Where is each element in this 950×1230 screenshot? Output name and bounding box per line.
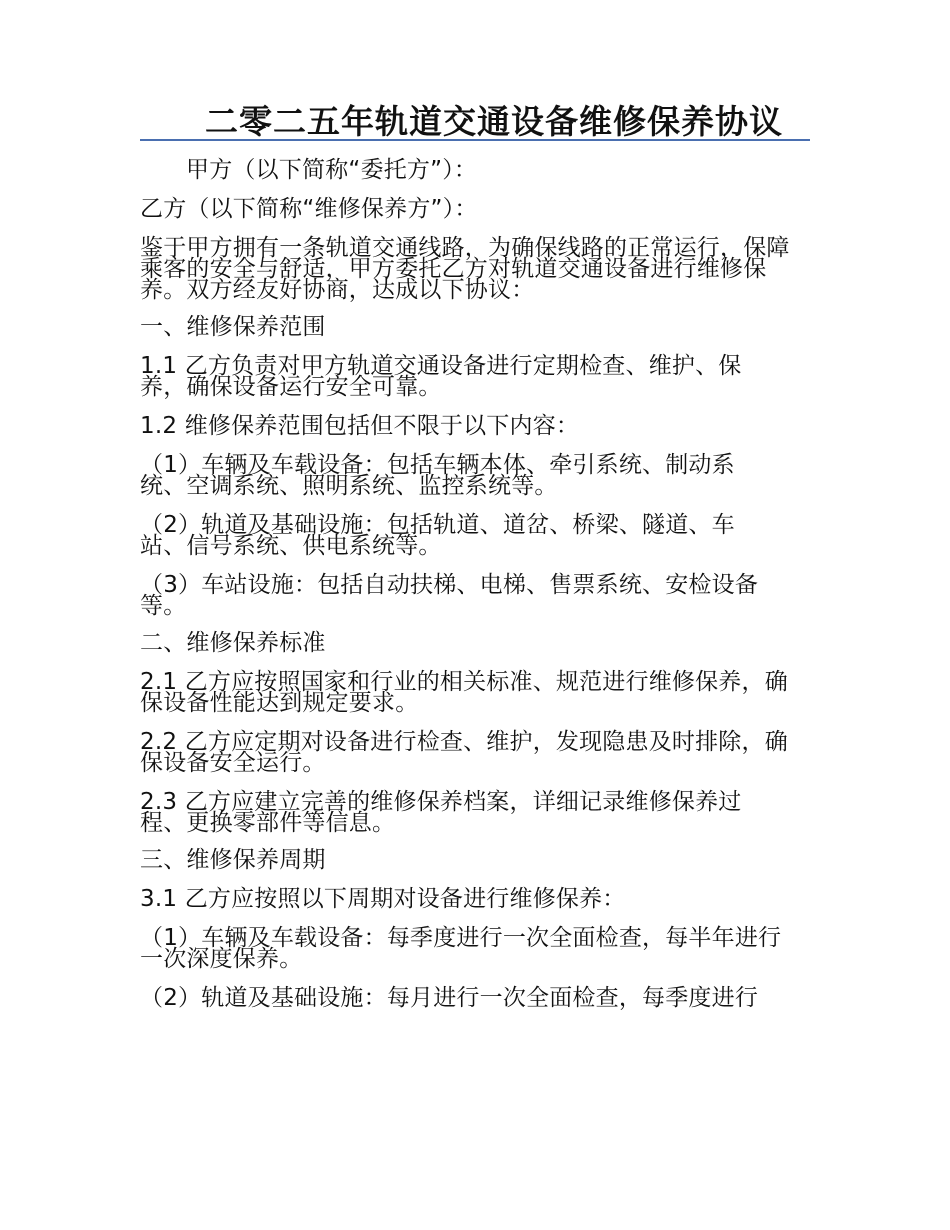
clause-2-2: 2.2 乙方应定期对设备进行检查、维护，发现隐患及时排除，确保设备安全运行。 [140,729,788,776]
clause-1-2-item-1: （1）车辆及车载设备：包括车辆本体、牵引系统、制动系统、空调系统、照明系统、监控系统等。 [140,452,735,499]
party-a-line: 甲方（以下简称“委托方”）： [186,157,478,183]
section-heading-cycle: 三、维修保养周期 [140,847,326,873]
clause-1-1: 1.1 乙方负责对甲方轨道交通设备进行定期检查、维护、保养，确保设备运行安全可靠。 [140,353,742,400]
clause-1-2-item-2: （2）轨道及基础设施：包括轨道、道岔、桥梁、隧道、车站、信号系统、供电系统等。 [140,512,735,559]
clause-2-1: 2.1 乙方应按照国家和行业的相关标准、规范进行维修保养，确保设备性能达到规定要求。 [140,669,788,716]
clause-1-2: 1.2 维修保养范围包括但不限于以下内容： [140,413,580,439]
clause-3-1-item-2: （2）轨道及基础设施：每月进行一次全面检查，每季度进行 [140,985,759,1011]
section-heading-standards: 二、维修保养标准 [140,630,326,656]
document-body [140,154,810,1015]
title-underline [140,139,810,141]
clause-2-3: 2.3 乙方应建立完善的维修保养档案，详细记录维修保养过程、更换零部件等信息。 [140,789,742,836]
clause-1-2-item-3: （3）车站设施：包括自动扶梯、电梯、售票系统、安检设备等。 [140,572,759,619]
section-heading-scope: 一、维修保养范围 [140,314,326,340]
clause-3-1: 3.1 乙方应按照以下周期对设备进行维修保养： [140,886,626,912]
preamble-paragraph: 鉴于甲方拥有一条轨道交通线路，为确保线路的正常运行，保障乘客的安全与舒适，甲方委托乙方对轨道交通设备进行维修保养。双方经友好协商，达成以下协议： [140,235,790,303]
clause-3-1-item-1: （1）车辆及车载设备：每季度进行一次全面检查，每半年进行一次深度保养。 [140,925,782,972]
document-title: 二零二五年轨道交通设备维修保养协议 [205,102,783,141]
party-b-line: 乙方（以下简称“维修保养方”）： [140,196,478,222]
